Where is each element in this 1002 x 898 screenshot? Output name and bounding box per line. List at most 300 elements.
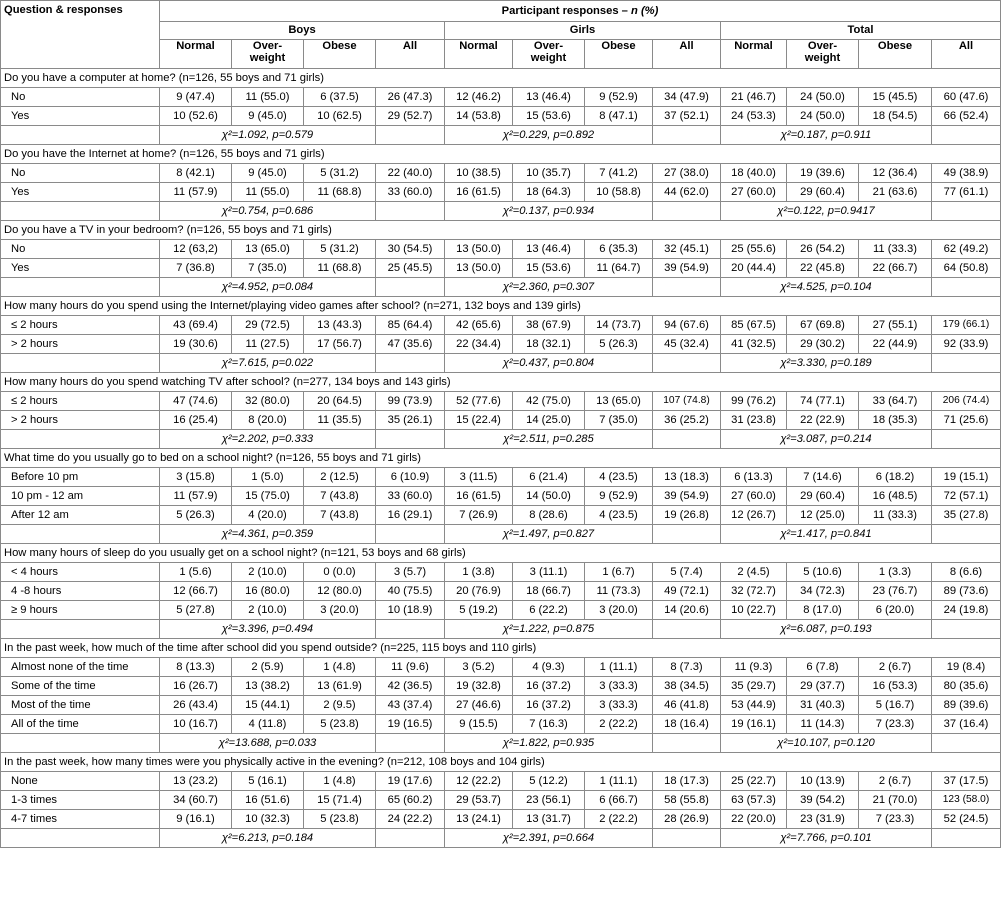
- response-label: > 2 hours: [1, 335, 160, 354]
- response-cell: 22 (66.7): [859, 259, 932, 278]
- stats-row: [1, 354, 1001, 373]
- response-cell: 6 (35.3): [585, 240, 653, 259]
- response-cell: 13 (24.1): [445, 810, 513, 829]
- response-cell: 66 (52.4): [932, 107, 1001, 126]
- response-cell: 18 (35.3): [859, 411, 932, 430]
- response-cell: 27 (60.0): [721, 183, 787, 202]
- stats-row: [1, 430, 1001, 449]
- response-cell: 6 (18.2): [859, 468, 932, 487]
- response-cell: 11 (64.7): [585, 259, 653, 278]
- response-cell: 7 (23.3): [859, 715, 932, 734]
- response-cell: 23 (31.9): [787, 810, 859, 829]
- question-row: [1, 544, 1001, 563]
- response-cell: 24 (22.2): [376, 810, 445, 829]
- response-cell: 18 (40.0): [721, 164, 787, 183]
- response-cell: 18 (54.5): [859, 107, 932, 126]
- table-row: [1, 810, 1001, 829]
- stats-spacer: [1, 202, 160, 221]
- response-label: ≥ 9 hours: [1, 601, 160, 620]
- chi-square-stat: χ²=0.437, p=0.804: [445, 354, 653, 373]
- response-cell: 29 (52.7): [376, 107, 445, 126]
- response-cell: 12 (63,2): [160, 240, 232, 259]
- response-cell: 29 (60.4): [787, 183, 859, 202]
- stats-spacer: [932, 202, 1001, 221]
- response-cell: 25 (55.6): [721, 240, 787, 259]
- response-cell: 20 (44.4): [721, 259, 787, 278]
- stats-spacer: [932, 734, 1001, 753]
- response-cell: 29 (60.4): [787, 487, 859, 506]
- response-cell: 6 (22.2): [513, 601, 585, 620]
- response-cell: 4 (23.5): [585, 468, 653, 487]
- stats-spacer: [1, 734, 160, 753]
- response-cell: 42 (36.5): [376, 677, 445, 696]
- participant-unit: n (%): [631, 4, 659, 17]
- response-label: No: [1, 240, 160, 259]
- response-cell: 7 (36.8): [160, 259, 232, 278]
- response-cell: 3 (5.7): [376, 563, 445, 582]
- question-row: [1, 373, 1001, 392]
- question-text: How many hours do you spend using the Internet/playing video games after school? (n=271, 132 boys and 139 girls): [1, 297, 1001, 316]
- chi-square-stat: χ²=2.511, p=0.285: [445, 430, 653, 449]
- column-header: Over- weight: [787, 40, 859, 69]
- response-cell: 32 (45.1): [653, 240, 721, 259]
- response-cell: 9 (47.4): [160, 88, 232, 107]
- group-header: Girls: [445, 22, 721, 40]
- question-row: [1, 297, 1001, 316]
- stats-spacer: [1, 829, 160, 848]
- response-cell: 35 (27.8): [932, 506, 1001, 525]
- response-cell: 15 (53.6): [513, 259, 585, 278]
- response-cell: 43 (37.4): [376, 696, 445, 715]
- response-cell: 7 (41.2): [585, 164, 653, 183]
- chi-square-stat: χ²=13.688, p=0.033: [160, 734, 376, 753]
- response-cell: 20 (64.5): [304, 392, 376, 411]
- response-cell: 3 (15.8): [160, 468, 232, 487]
- stats-spacer: [376, 278, 445, 297]
- table-row: [1, 240, 1001, 259]
- table-row: [1, 487, 1001, 506]
- response-cell: 13 (43.3): [304, 316, 376, 335]
- response-cell: 39 (54.2): [787, 791, 859, 810]
- response-cell: 29 (37.7): [787, 677, 859, 696]
- chi-square-stat: χ²=0.754, p=0.686: [160, 202, 376, 221]
- stats-spacer: [1, 525, 160, 544]
- response-label: Yes: [1, 107, 160, 126]
- response-cell: 99 (76.2): [721, 392, 787, 411]
- response-cell: 46 (41.8): [653, 696, 721, 715]
- response-cell: 8 (13.3): [160, 658, 232, 677]
- response-cell: 15 (53.6): [513, 107, 585, 126]
- response-cell: 22 (40.0): [376, 164, 445, 183]
- response-cell: 34 (72.3): [787, 582, 859, 601]
- stats-spacer: [653, 202, 721, 221]
- response-cell: 27 (55.1): [859, 316, 932, 335]
- chi-square-stat: χ²=4.361, p=0.359: [160, 525, 376, 544]
- response-label: 4 -8 hours: [1, 582, 160, 601]
- response-cell: 1 (11.1): [585, 772, 653, 791]
- stats-row: [1, 829, 1001, 848]
- response-cell: 11 (68.8): [304, 183, 376, 202]
- response-cell: 15 (44.1): [232, 696, 304, 715]
- response-cell: 28 (26.9): [653, 810, 721, 829]
- response-cell: 43 (69.4): [160, 316, 232, 335]
- stats-spacer: [932, 278, 1001, 297]
- response-cell: 33 (60.0): [376, 487, 445, 506]
- response-cell: 7 (43.8): [304, 506, 376, 525]
- response-cell: 7 (43.8): [304, 487, 376, 506]
- response-cell: 4 (9.3): [513, 658, 585, 677]
- response-cell: 8 (17.0): [787, 601, 859, 620]
- response-cell: 6 (10.9): [376, 468, 445, 487]
- response-cell: 11 (55.0): [232, 183, 304, 202]
- response-cell: 7 (35.0): [232, 259, 304, 278]
- table-row: [1, 715, 1001, 734]
- response-cell: 9 (16.1): [160, 810, 232, 829]
- response-cell: 13 (18.3): [653, 468, 721, 487]
- response-cell: 30 (54.5): [376, 240, 445, 259]
- response-cell: 24 (50.0): [787, 107, 859, 126]
- response-cell: 18 (32.1): [513, 335, 585, 354]
- response-label: ≤ 2 hours: [1, 392, 160, 411]
- response-cell: 47 (74.6): [160, 392, 232, 411]
- response-cell: 24 (50.0): [787, 88, 859, 107]
- table-row: [1, 506, 1001, 525]
- response-label: No: [1, 164, 160, 183]
- question-row: [1, 753, 1001, 772]
- response-cell: 2 (10.0): [232, 601, 304, 620]
- response-cell: 8 (42.1): [160, 164, 232, 183]
- column-header: Obese: [585, 40, 653, 69]
- table-row: [1, 582, 1001, 601]
- response-cell: 38 (34.5): [653, 677, 721, 696]
- chi-square-stat: χ²=3.087, p=0.214: [721, 430, 932, 449]
- response-cell: 1 (3.3): [859, 563, 932, 582]
- response-cell: 12 (26.7): [721, 506, 787, 525]
- response-cell: 29 (53.7): [445, 791, 513, 810]
- response-cell: 2 (6.7): [859, 772, 932, 791]
- stats-spacer: [376, 829, 445, 848]
- chi-square-stat: χ²=3.330, p=0.189: [721, 354, 932, 373]
- response-cell: 6 (66.7): [585, 791, 653, 810]
- response-cell: 53 (44.9): [721, 696, 787, 715]
- response-cell: 5 (26.3): [160, 506, 232, 525]
- stats-spacer: [376, 734, 445, 753]
- response-cell: 89 (39.6): [932, 696, 1001, 715]
- response-cell: 3 (33.3): [585, 677, 653, 696]
- response-cell: 25 (45.5): [376, 259, 445, 278]
- response-cell: 26 (43.4): [160, 696, 232, 715]
- response-cell: 3 (11.1): [513, 563, 585, 582]
- response-cell: 10 (58.8): [585, 183, 653, 202]
- response-label: 1-3 times: [1, 791, 160, 810]
- question-text: In the past week, how many times were you physically active in the evening? (n=212, 108 boys and 104 girls): [1, 753, 1001, 772]
- response-cell: 85 (64.4): [376, 316, 445, 335]
- table-row: [1, 601, 1001, 620]
- response-cell: 29 (30.2): [787, 335, 859, 354]
- response-cell: 10 (62.5): [304, 107, 376, 126]
- chi-square-stat: χ²=6.213, p=0.184: [160, 829, 376, 848]
- response-cell: 11 (27.5): [232, 335, 304, 354]
- response-cell: 47 (35.6): [376, 335, 445, 354]
- response-cell: 7 (16.3): [513, 715, 585, 734]
- table-row: [1, 563, 1001, 582]
- chi-square-stat: χ²=2.202, p=0.333: [160, 430, 376, 449]
- stats-spacer: [1, 278, 160, 297]
- response-cell: 13 (46.4): [513, 88, 585, 107]
- stats-spacer: [1, 126, 160, 145]
- stats-spacer: [932, 126, 1001, 145]
- chi-square-stat: χ²=0.229, p=0.892: [445, 126, 653, 145]
- response-cell: 39 (54.9): [653, 259, 721, 278]
- response-cell: 16 (48.5): [859, 487, 932, 506]
- response-cell: 14 (50.0): [513, 487, 585, 506]
- response-cell: 58 (55.8): [653, 791, 721, 810]
- table-row: [1, 164, 1001, 183]
- response-cell: 5 (16.7): [859, 696, 932, 715]
- response-cell: 2 (12.5): [304, 468, 376, 487]
- response-label: Most of the time: [1, 696, 160, 715]
- question-responses-header: Question & responses: [1, 1, 160, 69]
- response-cell: 6 (13.3): [721, 468, 787, 487]
- chi-square-stat: χ²=2.360, p=0.307: [445, 278, 653, 297]
- question-text: In the past week, how much of the time after school did you spend outside? (n=225, 115 boys and 110 girls): [1, 639, 1001, 658]
- stats-spacer: [932, 620, 1001, 639]
- stats-row: [1, 525, 1001, 544]
- response-cell: 16 (37.2): [513, 677, 585, 696]
- response-cell: 18 (64.3): [513, 183, 585, 202]
- response-cell: 32 (80.0): [232, 392, 304, 411]
- stats-row: [1, 278, 1001, 297]
- response-cell: 5 (27.8): [160, 601, 232, 620]
- response-cell: 13 (61.9): [304, 677, 376, 696]
- response-cell: 5 (23.8): [304, 715, 376, 734]
- column-header: Over- weight: [513, 40, 585, 69]
- question-row: [1, 449, 1001, 468]
- stats-spacer: [653, 525, 721, 544]
- chi-square-stat: χ²=0.137, p=0.934: [445, 202, 653, 221]
- response-cell: 3 (20.0): [585, 601, 653, 620]
- response-label: ≤ 2 hours: [1, 316, 160, 335]
- column-header: Over- weight: [232, 40, 304, 69]
- response-cell: 9 (45.0): [232, 164, 304, 183]
- stats-row: [1, 202, 1001, 221]
- response-cell: 5 (16.1): [232, 772, 304, 791]
- chi-square-stat: χ²=4.525, p=0.104: [721, 278, 932, 297]
- stats-spacer: [653, 430, 721, 449]
- response-cell: 33 (64.7): [859, 392, 932, 411]
- response-cell: 13 (23.2): [160, 772, 232, 791]
- response-cell: 12 (66.7): [160, 582, 232, 601]
- response-cell: 11 (9.3): [721, 658, 787, 677]
- response-cell: 13 (50.0): [445, 240, 513, 259]
- response-label: > 2 hours: [1, 411, 160, 430]
- response-cell: 18 (17.3): [653, 772, 721, 791]
- response-cell: 15 (45.5): [859, 88, 932, 107]
- response-cell: 49 (38.9): [932, 164, 1001, 183]
- response-cell: 11 (35.5): [304, 411, 376, 430]
- table-row: [1, 772, 1001, 791]
- response-cell: 5 (31.2): [304, 240, 376, 259]
- response-cell: 2 (22.2): [585, 810, 653, 829]
- stats-spacer: [653, 620, 721, 639]
- table-row: [1, 88, 1001, 107]
- stats-spacer: [376, 620, 445, 639]
- response-cell: 62 (49.2): [932, 240, 1001, 259]
- response-label: Yes: [1, 183, 160, 202]
- stats-spacer: [1, 620, 160, 639]
- response-cell: 13 (46.4): [513, 240, 585, 259]
- response-cell: 99 (73.9): [376, 392, 445, 411]
- response-cell: 179 (66.1): [932, 316, 1001, 335]
- response-cell: 31 (23.8): [721, 411, 787, 430]
- response-cell: 1 (4.8): [304, 658, 376, 677]
- chi-square-stat: χ²=4.952, p=0.084: [160, 278, 376, 297]
- response-cell: 7 (14.6): [787, 468, 859, 487]
- response-cell: 40 (75.5): [376, 582, 445, 601]
- response-cell: 23 (76.7): [859, 582, 932, 601]
- chi-square-stat: χ²=2.391, p=0.664: [445, 829, 653, 848]
- response-cell: 3 (20.0): [304, 601, 376, 620]
- response-cell: 21 (46.7): [721, 88, 787, 107]
- response-cell: 10 (16.7): [160, 715, 232, 734]
- response-cell: 33 (60.0): [376, 183, 445, 202]
- response-cell: 26 (54.2): [787, 240, 859, 259]
- response-cell: 5 (7.4): [653, 563, 721, 582]
- response-cell: 22 (44.9): [859, 335, 932, 354]
- response-cell: 72 (57.1): [932, 487, 1001, 506]
- stats-spacer: [653, 126, 721, 145]
- response-cell: 8 (7.3): [653, 658, 721, 677]
- response-cell: 11 (57.9): [160, 487, 232, 506]
- response-cell: 27 (38.0): [653, 164, 721, 183]
- response-cell: 5 (31.2): [304, 164, 376, 183]
- response-cell: 11 (68.8): [304, 259, 376, 278]
- response-cell: 35 (26.1): [376, 411, 445, 430]
- response-label: Almost none of the time: [1, 658, 160, 677]
- response-cell: 74 (77.1): [787, 392, 859, 411]
- response-cell: 19 (30.6): [160, 335, 232, 354]
- response-cell: 9 (52.9): [585, 487, 653, 506]
- response-cell: 21 (63.6): [859, 183, 932, 202]
- response-cell: 11 (14.3): [787, 715, 859, 734]
- response-cell: 15 (75.0): [232, 487, 304, 506]
- response-cell: 14 (25.0): [513, 411, 585, 430]
- response-cell: 27 (46.6): [445, 696, 513, 715]
- response-cell: 34 (60.7): [160, 791, 232, 810]
- table-row: [1, 791, 1001, 810]
- response-label: No: [1, 88, 160, 107]
- response-cell: 92 (33.9): [932, 335, 1001, 354]
- response-cell: 3 (33.3): [585, 696, 653, 715]
- response-cell: 37 (17.5): [932, 772, 1001, 791]
- response-cell: 7 (26.9): [445, 506, 513, 525]
- stats-row: [1, 620, 1001, 639]
- column-header: Normal: [160, 40, 232, 69]
- response-cell: 8 (20.0): [232, 411, 304, 430]
- response-label: Some of the time: [1, 677, 160, 696]
- response-cell: 12 (80.0): [304, 582, 376, 601]
- response-cell: 19 (8.4): [932, 658, 1001, 677]
- response-cell: 6 (7.8): [787, 658, 859, 677]
- response-cell: 5 (12.2): [513, 772, 585, 791]
- response-cell: 10 (13.9): [787, 772, 859, 791]
- response-cell: 6 (20.0): [859, 601, 932, 620]
- response-cell: 16 (80.0): [232, 582, 304, 601]
- response-cell: 7 (35.0): [585, 411, 653, 430]
- response-cell: 16 (61.5): [445, 487, 513, 506]
- response-cell: 5 (23.8): [304, 810, 376, 829]
- table-body: [1, 69, 1001, 848]
- response-label: 4-7 times: [1, 810, 160, 829]
- response-cell: 36 (25.2): [653, 411, 721, 430]
- response-cell: 4 (20.0): [232, 506, 304, 525]
- chi-square-stat: χ²=1.822, p=0.935: [445, 734, 653, 753]
- response-label: Yes: [1, 259, 160, 278]
- response-cell: 16 (25.4): [160, 411, 232, 430]
- response-label: None: [1, 772, 160, 791]
- response-cell: 19 (26.8): [653, 506, 721, 525]
- response-cell: 5 (19.2): [445, 601, 513, 620]
- table-row: [1, 107, 1001, 126]
- response-cell: 21 (70.0): [859, 791, 932, 810]
- response-cell: 31 (40.3): [787, 696, 859, 715]
- response-cell: 123 (58.0): [932, 791, 1001, 810]
- response-cell: 80 (35.6): [932, 677, 1001, 696]
- response-cell: 11 (73.3): [585, 582, 653, 601]
- response-cell: 10 (18.9): [376, 601, 445, 620]
- response-cell: 2 (6.7): [859, 658, 932, 677]
- table-header: [1, 1, 1001, 69]
- response-cell: 2 (10.0): [232, 563, 304, 582]
- stats-spacer: [932, 430, 1001, 449]
- table-row: [1, 696, 1001, 715]
- response-label: < 4 hours: [1, 563, 160, 582]
- response-cell: 22 (22.9): [787, 411, 859, 430]
- response-cell: 1 (11.1): [585, 658, 653, 677]
- response-cell: 1 (5.0): [232, 468, 304, 487]
- response-cell: 11 (33.3): [859, 240, 932, 259]
- response-cell: 16 (61.5): [445, 183, 513, 202]
- response-cell: 37 (16.4): [932, 715, 1001, 734]
- chi-square-stat: χ²=7.766, p=0.101: [721, 829, 932, 848]
- chi-square-stat: χ²=1.222, p=0.875: [445, 620, 653, 639]
- response-cell: 12 (36.4): [859, 164, 932, 183]
- chi-square-stat: χ²=7.615, p=0.022: [160, 354, 376, 373]
- response-cell: 14 (20.6): [653, 601, 721, 620]
- stats-spacer: [653, 829, 721, 848]
- chi-square-stat: χ²=0.122, p=0.9417: [721, 202, 932, 221]
- stats-spacer: [932, 354, 1001, 373]
- response-cell: 14 (53.8): [445, 107, 513, 126]
- response-cell: 8 (6.6): [932, 563, 1001, 582]
- response-cell: 12 (46.2): [445, 88, 513, 107]
- response-cell: 10 (32.3): [232, 810, 304, 829]
- response-cell: 16 (29.1): [376, 506, 445, 525]
- response-cell: 5 (26.3): [585, 335, 653, 354]
- table-row: [1, 411, 1001, 430]
- response-cell: 24 (19.8): [932, 601, 1001, 620]
- response-cell: 107 (74.8): [653, 392, 721, 411]
- chi-square-stat: χ²=1.092, p=0.579: [160, 126, 376, 145]
- response-label: 10 pm - 12 am: [1, 487, 160, 506]
- response-cell: 25 (22.7): [721, 772, 787, 791]
- response-cell: 10 (52.6): [160, 107, 232, 126]
- column-header: Obese: [304, 40, 376, 69]
- stats-spacer: [1, 354, 160, 373]
- response-cell: 45 (32.4): [653, 335, 721, 354]
- response-cell: 15 (22.4): [445, 411, 513, 430]
- response-cell: 1 (6.7): [585, 563, 653, 582]
